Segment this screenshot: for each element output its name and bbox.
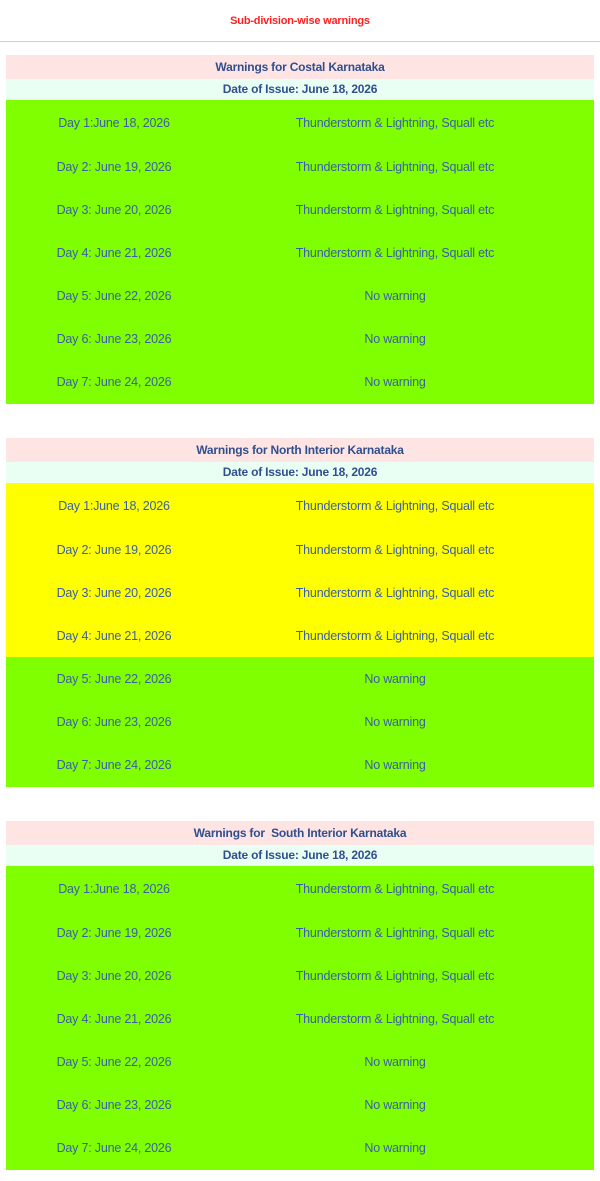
day-row — [6, 231, 594, 274]
day-row — [6, 483, 594, 528]
day-label: Day 5: June 22, 2026 — [56, 1054, 172, 1069]
section-south-interior-karnataka — [6, 821, 594, 1170]
day-row — [6, 954, 594, 997]
warning-text: No warning — [364, 375, 426, 389]
day-label: Day 4: June 21, 2026 — [56, 245, 172, 260]
section-title: Warnings for South Interior Karnataka — [6, 821, 594, 845]
warning-text: Thunderstorm & Lightning, Squall etc — [295, 159, 495, 174]
day-row — [6, 743, 594, 787]
warning-text: Thunderstorm & Lightning, Squall etc — [295, 968, 495, 983]
warning-text: Thunderstorm & Lightning, Squall etc — [295, 115, 495, 130]
section-north-interior-karnataka — [6, 438, 594, 787]
day-row — [6, 317, 594, 360]
day-label: Day 3: June 20, 2026 — [56, 585, 172, 600]
day-label: Day 1:June 18, 2026 — [58, 498, 170, 513]
warning-text: Thunderstorm & Lightning, Squall etc — [295, 245, 495, 260]
day-label: Day 1:June 18, 2026 — [58, 115, 170, 130]
section-costal-karnataka — [6, 55, 594, 404]
day-label: Day 7: June 24, 2026 — [56, 375, 172, 389]
day-row — [6, 997, 594, 1040]
day-row — [6, 360, 594, 404]
day-row — [6, 188, 594, 231]
warning-text: Thunderstorm & Lightning, Squall etc — [295, 542, 495, 557]
day-label: Day 2: June 19, 2026 — [56, 159, 172, 174]
day-label: Day 3: June 20, 2026 — [56, 968, 172, 983]
warning-text: Thunderstorm & Lightning, Squall etc — [295, 628, 495, 643]
day-row — [6, 571, 594, 614]
day-row — [6, 614, 594, 657]
day-label: Day 6: June 23, 2026 — [56, 714, 172, 729]
warning-text: No warning — [364, 1054, 426, 1069]
day-label: Day 7: June 24, 2026 — [56, 758, 172, 772]
warning-text: Thunderstorm & Lightning, Squall etc — [295, 498, 495, 513]
warning-text: No warning — [364, 1097, 426, 1112]
warning-rows — [6, 866, 594, 1170]
warning-text: No warning — [364, 1141, 426, 1155]
warning-text: No warning — [364, 758, 426, 772]
warning-text: Thunderstorm & Lightning, Squall etc — [295, 925, 495, 940]
warning-sections — [0, 55, 600, 1170]
day-row — [6, 1083, 594, 1126]
section-title: Warnings for Costal Karnataka — [6, 55, 594, 79]
day-label: Day 4: June 21, 2026 — [56, 1011, 172, 1026]
warning-text: Thunderstorm & Lightning, Squall etc — [295, 585, 495, 600]
day-label: Day 6: June 23, 2026 — [56, 1097, 172, 1112]
day-row — [6, 100, 594, 145]
day-row — [6, 274, 594, 317]
issue-date: Date of Issue: June 18, 2026 — [6, 462, 594, 483]
day-row — [6, 657, 594, 700]
day-row — [6, 145, 594, 188]
warning-rows — [6, 483, 594, 787]
day-label: Day 4: June 21, 2026 — [56, 628, 172, 643]
page-title: Sub-division-wise warnings — [230, 14, 370, 27]
warning-text: No warning — [364, 671, 426, 686]
warning-text: Thunderstorm & Lightning, Squall etc — [295, 881, 495, 896]
day-row — [6, 911, 594, 954]
issue-date: Date of Issue: June 18, 2026 — [6, 79, 594, 100]
warning-text: No warning — [364, 331, 426, 346]
day-row — [6, 866, 594, 911]
day-label: Day 1:June 18, 2026 — [58, 881, 170, 896]
day-label: Day 2: June 19, 2026 — [56, 542, 172, 557]
warning-text: No warning — [364, 288, 426, 303]
day-row — [6, 1126, 594, 1170]
day-row — [6, 700, 594, 743]
day-row — [6, 1040, 594, 1083]
warning-text: Thunderstorm & Lightning, Squall etc — [295, 202, 495, 217]
issue-date: Date of Issue: June 18, 2026 — [6, 845, 594, 866]
warning-text: No warning — [364, 714, 426, 729]
day-label: Day 5: June 22, 2026 — [56, 671, 172, 686]
warning-rows — [6, 100, 594, 404]
warning-text: Thunderstorm & Lightning, Squall etc — [295, 1011, 495, 1026]
day-label: Day 6: June 23, 2026 — [56, 331, 172, 346]
page-header — [0, 0, 600, 42]
day-row — [6, 528, 594, 571]
day-label: Day 7: June 24, 2026 — [56, 1141, 172, 1155]
day-label: Day 5: June 22, 2026 — [56, 288, 172, 303]
day-label: Day 3: June 20, 2026 — [56, 202, 172, 217]
day-label: Day 2: June 19, 2026 — [56, 925, 172, 940]
section-title: Warnings for North Interior Karnataka — [6, 438, 594, 462]
